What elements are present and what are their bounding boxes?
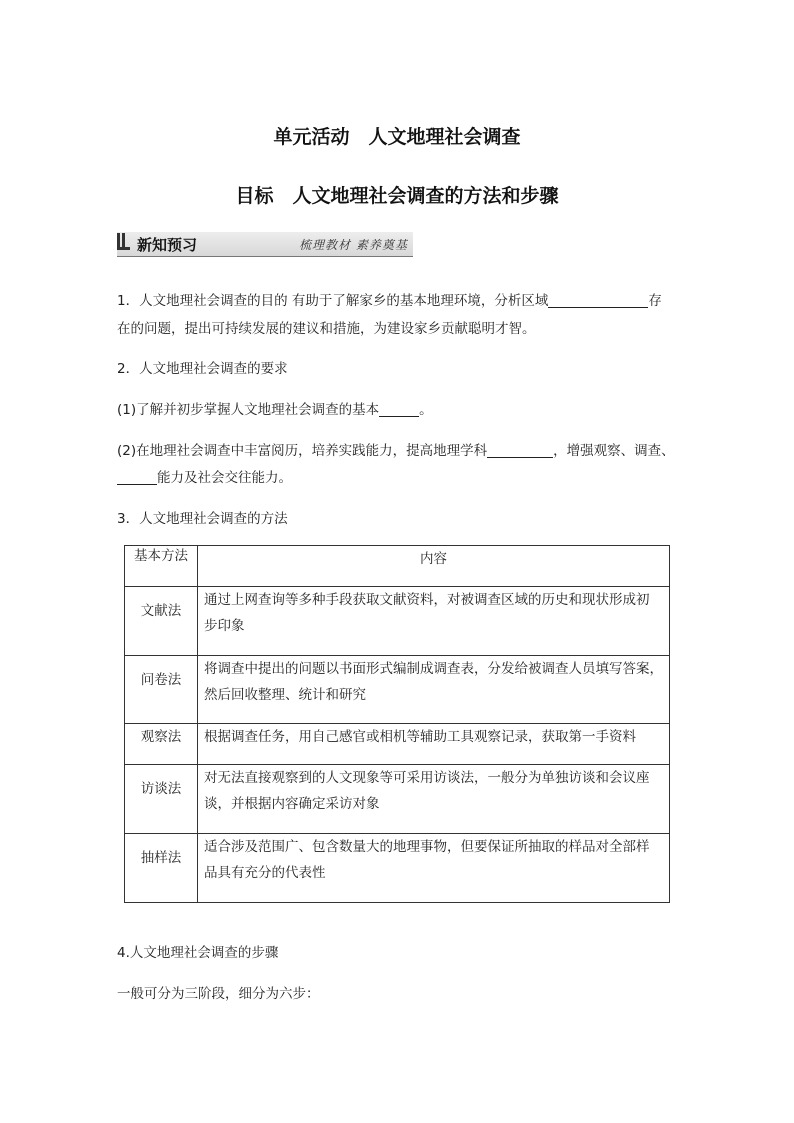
method-content: 品具有充分的代表性: [204, 865, 326, 881]
item-2-2-tail-2: 能力及社会交往能力。: [157, 470, 292, 486]
item-3-heading: 3．人文地理社会调查的方法: [117, 511, 288, 527]
table-row: [125, 765, 670, 834]
method-content: 通过上网查询等多种手段获取文献资料，对被调查区域的历史和现状形成初: [204, 592, 650, 608]
methods-table: [124, 545, 670, 903]
table-row: [125, 656, 670, 724]
item-2-2-line-2: [117, 466, 292, 486]
table-header-row: [125, 546, 670, 587]
banner-label: 新知预习: [137, 236, 198, 254]
sub-title: 目标 人文地理社会调查的方法和步骤: [235, 185, 559, 207]
method-content: 根据调查任务，用自己感官或相机等辅助工具观察记录，获取第一手资料: [204, 729, 636, 745]
method-content: 将调查中提出的问题以书面形式编制成调查表，分发给被调查人员填写答案，: [204, 661, 663, 677]
item-4-heading: 4.人文地理社会调查的步骤: [117, 945, 279, 961]
method-content: 对无法直接观察到的人文现象等可采用访谈法，一般分为单独访谈和会议座: [204, 770, 650, 786]
method-name: 抽样法: [140, 850, 182, 866]
header-content: 内容: [198, 546, 670, 587]
section-banner: [117, 232, 413, 256]
item-1-text: 1．人文地理社会调查的目的 有助于了解家乡的基本地理环境，分析区域: [117, 293, 549, 309]
method-content: 然后回收整理、统计和研究: [204, 687, 366, 703]
fill-blank[interactable]: [548, 293, 648, 308]
fill-blank[interactable]: [379, 402, 419, 417]
method-content: 适合涉及范围广、包含数量大的地理事物，但要保证所抽取的样品对全部样: [204, 839, 650, 855]
table-row: [125, 724, 670, 765]
banner-subtitle: 梳理教材 素养奠基: [299, 238, 408, 252]
main-title: 单元活动 人文地理社会调查: [273, 126, 521, 148]
method-name: 文献法: [140, 603, 182, 619]
item-2-2-text: (2)在地理社会调查中丰富阅历，培养实践能力，提高地理学科: [117, 443, 488, 459]
item-1-line-2: 在的问题，提出可持续发展的建议和措施，为建设家乡贡献聪明才智。: [117, 321, 536, 337]
banner-underline: [117, 256, 413, 257]
item-2-2-tail: ，增强观察、调查、: [553, 443, 675, 459]
method-name: 问卷法: [140, 672, 182, 688]
item-1-text-tail: 存: [648, 293, 662, 309]
fill-blank[interactable]: [487, 443, 553, 458]
method-name: 观察法: [140, 729, 182, 745]
bookmark-icon: [117, 233, 130, 250]
item-2-2-line-1: [117, 439, 675, 459]
item-2-1-text: (1)了解并初步掌握人文地理社会调查的基本: [117, 402, 380, 418]
table-row: [125, 834, 670, 903]
item-4-line: 一般可分为三阶段，细分为六步：: [117, 986, 320, 1002]
item-1-line-1: [117, 289, 662, 309]
header-method: 基本方法: [125, 546, 198, 587]
fill-blank[interactable]: [117, 470, 157, 485]
item-2-1-tail: 。: [419, 402, 433, 418]
table-row: [125, 587, 670, 656]
method-content: 步印象: [204, 618, 245, 634]
item-2-heading: 2．人文地理社会调查的要求: [117, 361, 288, 377]
method-content: 谈，并根据内容确定采访对象: [204, 796, 380, 812]
item-2-1: [117, 398, 433, 418]
method-name: 访谈法: [140, 781, 182, 797]
